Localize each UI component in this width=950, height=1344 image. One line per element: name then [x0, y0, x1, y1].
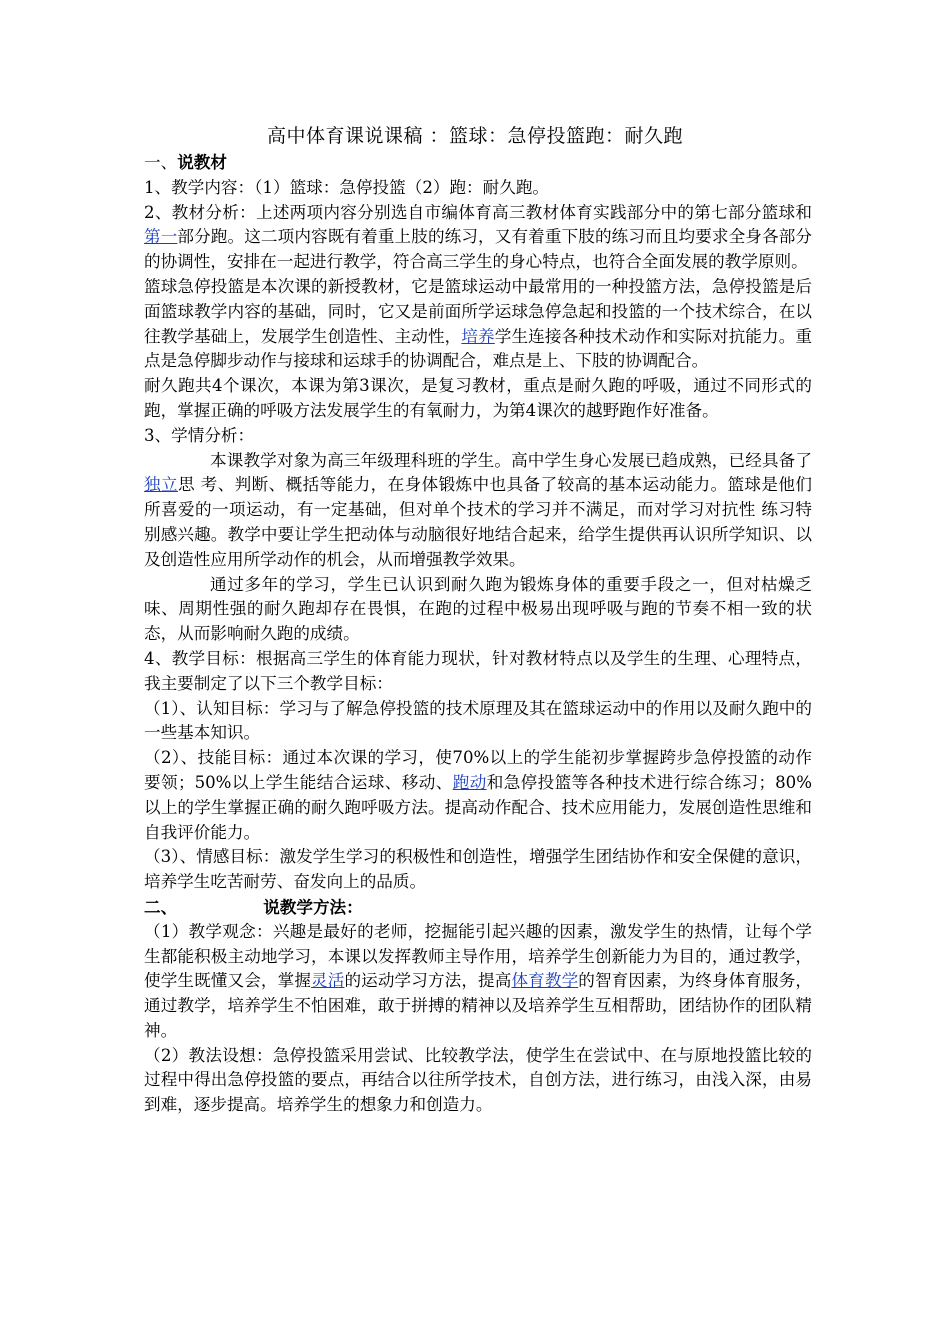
paragraph-material-analysis [144, 201, 812, 275]
text-run: 学生连接各种技术动作和实际对抗能力。重点是急停脚步动作与接球和运球手的协调配合，难点是上、下肢的协调配合。 [144, 326, 813, 371]
section-title: 说教材 [177, 152, 227, 172]
link-independent[interactable]: 独立 [144, 475, 178, 495]
section-2-heading [144, 895, 812, 920]
paragraph-teaching-goals: 4、教学目标：根据高三学生的体育能力现状，针对教材特点以及学生的生理、心理特点，我主要制定了以下三个教学目标： [144, 648, 812, 693]
paragraph-student-analysis-2: 通过多年的学习，学生已认识到耐久跑为锻炼身体的重要手段之一，但对枯燥乏味、周期性强的耐久跑却存在畏惧，在跑的过程中极易出现呼吸与跑的节奏不相一致的状态，从而影响耐久跑的成绩。 [144, 574, 812, 644]
section-number: 一、 [144, 153, 178, 172]
text-run: 本课教学对象为高三年级理科班的学生。高中学生身心发展已趋成熟，已经具备了 [210, 450, 812, 470]
paragraph-skill-goal [144, 746, 812, 845]
text-run: 的运动学习方法，提高 [344, 971, 512, 991]
section-number: 二、 [144, 896, 178, 917]
link-cultivate[interactable]: 培养 [461, 326, 495, 346]
paragraph-basketball [144, 275, 812, 374]
paragraph-student-analysis-1 [144, 449, 812, 573]
text-run: 的智育因素，为终身体育服务，通过教学，培养学生不怕困难，敢于拼搏的精神以及培养学生互相帮助，团结协作的团队精神。 [144, 971, 813, 1040]
paragraph-teaching-method: （2）教法设想：急停投篮采用尝试、比较教学法，使学生在尝试中、在与原地投篮比较的过程中得出急停投篮的要点，再结合以往所学技术，自创方法，进行练习，由浅入深，由易到难，逐步提高。培养学生的想象力和创造力。 [144, 1045, 812, 1115]
link-first[interactable]: 第一 [144, 227, 178, 247]
text-run: 和急停投篮等各种技术进行综合练习；80%以上的学生掌握正确的耐久跑呼吸方法。提高动作配合、技术应用能力，发展创造性思维和自我评价能力。 [144, 772, 813, 842]
section-title: 说教学方法： [263, 896, 363, 917]
text-run: 2、教材分析：上述两项内容分别选自市编体育高三教材体育实践部分中的第七部分篮球和 [144, 202, 812, 222]
paragraph-cognitive-goal: （1）、认知目标：学习与了解急停投篮的技术原理及其在篮球运动中的作用以及耐久跑中的一些基本知识。 [144, 698, 812, 743]
text-run: 思 考、判断、概括等能力，在身体锻炼中也具备了较高的基本运动能力。篮球是他们所喜爱的一项运动，有一定基础，但对单个技术的学习并不满足，而对学习对抗性 练习特别感兴趣。教学中要让学生把动体与动脑很好地结合起来，给学生提供再认识所学知识、以及创造性应用所学动作的机会，从而增强教学效果。 [144, 475, 813, 569]
text-run: 篮球急停投篮是本次课的新授教材，它是篮球运动中最常用的一种投篮方法，急停投篮是后面篮球教学内容的基础，同时，它又是前面所学运球急停急起和投篮的一个技术综合，在以往教学基础上，发展学生创造性、主动性， [144, 276, 812, 346]
text-run: （2）、技能目标：通过本次课的学习，使70%以上的学生能初步掌握跨步急停投篮的动作要领；50%以上学生能结合运球、移动、 [144, 748, 812, 792]
document-body [144, 150, 812, 1118]
paragraph-emotional-goal: （3）、情感目标：激发学生学习的积极性和创造性，增强学生团结协作和安全保健的意识，培养学生吃苦耐劳、奋发向上的品质。 [144, 847, 812, 892]
link-pe-teaching[interactable]: 体育教学 [511, 971, 579, 991]
text-run: （1）教学观念：兴趣是最好的老师，挖掘能引起兴趣的因素，激发学生的热情，让每个学生都能积极主动地学习，本课以发挥教师主导作用，培养学生创新能力为目的，通过教学，使学生既懂又会，掌握 [144, 921, 812, 991]
paragraph-student-analysis-heading: 3、学情分析： [144, 425, 255, 445]
link-running[interactable]: 跑动 [452, 772, 487, 792]
document-title: 高中体育课说课稿 ：篮球：急停投篮跑：耐久跑 [266, 125, 684, 147]
link-flexible[interactable]: 灵活 [311, 971, 345, 991]
paragraph-teaching-content: 1、教学内容：（1）篮球：急停投篮（2）跑：耐久跑。 [144, 177, 550, 197]
paragraph-teaching-concept [144, 920, 812, 1044]
text-run: 部分跑。这二项内容既有着重上肢的练习，又有着重下肢的练习而且均要求全身各部分的协调性，安排在一起进行教学，符合高三学生的身心特点，也符合全面发展的教学原则。 [144, 227, 812, 272]
section-1-heading [144, 150, 812, 176]
paragraph-endurance-run: 耐久跑共4个课次，本课为第3课次，是复习教材，重点是耐久跑的呼吸，通过不同形式的跑，掌握正确的呼吸方法发展学生的有氧耐力，为第4课次的越野跑作好准备。 [144, 376, 812, 420]
